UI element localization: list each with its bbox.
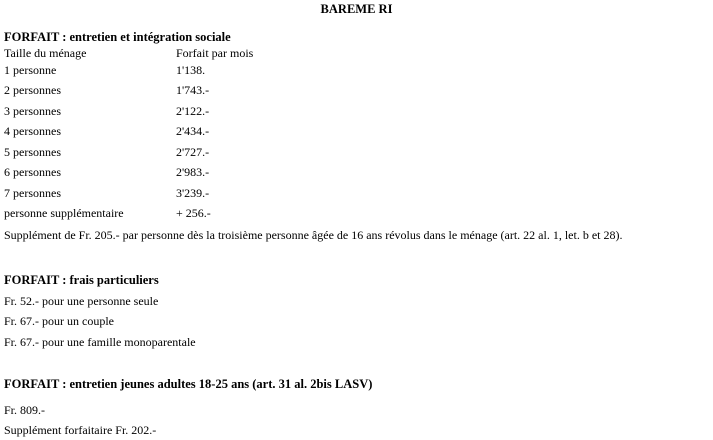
table-row — [0, 83, 713, 99]
household-size: 1 personne — [4, 63, 57, 77]
frais-line: Fr. 67.- pour un couple — [4, 314, 114, 328]
table-row — [0, 165, 713, 181]
table-row — [0, 124, 713, 140]
monthly-amount: 2'983.- — [176, 165, 210, 179]
page-title: BAREME RI — [320, 2, 393, 16]
monthly-amount: 2'727.- — [176, 145, 210, 159]
monthly-amount: 1'743.- — [176, 83, 210, 97]
table-row — [0, 186, 713, 202]
household-size: 5 personnes — [4, 145, 61, 159]
section-heading-frais: FORFAIT : frais particuliers — [4, 273, 159, 287]
household-size: 3 personnes — [4, 104, 61, 118]
table-row — [0, 104, 713, 120]
frais-line: Fr. 52.- pour une personne seule — [4, 294, 159, 308]
household-size: 4 personnes — [4, 124, 61, 138]
supplement-note: Supplément de Fr. 205.- par personne dès la troisième personne âgée de 16 ans révolus dans le ménage (art. 22 al. 1, let. b et 28). — [4, 228, 623, 242]
jeunes-adultes-amount: Fr. 809.- — [4, 403, 46, 417]
monthly-amount: 3'239.- — [176, 186, 210, 200]
monthly-amount: 1'138. — [176, 63, 206, 77]
table-header — [0, 46, 713, 62]
household-size: personne supplémentaire — [4, 206, 124, 220]
section-heading-entretien: FORFAIT : entretien et intégration sociale — [4, 30, 231, 44]
household-size: 7 personnes — [4, 186, 61, 200]
section-heading-jeunes-adultes: FORFAIT : entretien jeunes adultes 18-25 ans (art. 31 al. 2bis LASV) — [4, 377, 373, 391]
table-row — [0, 206, 713, 222]
table-row — [0, 63, 713, 79]
household-size: 6 personnes — [4, 165, 61, 179]
jeunes-adultes-supplement: Supplément forfaitaire Fr. 202.- — [4, 423, 157, 437]
column-header-amount: Forfait par mois — [176, 46, 254, 60]
frais-line: Fr. 67.- pour une famille monoparentale — [4, 335, 196, 349]
monthly-amount: 2'434.- — [176, 124, 210, 138]
household-size: 2 personnes — [4, 83, 61, 97]
monthly-amount: + 256.- — [176, 206, 211, 220]
column-header-household: Taille du ménage — [4, 46, 87, 60]
monthly-amount: 2'122.- — [176, 104, 210, 118]
table-row — [0, 145, 713, 161]
